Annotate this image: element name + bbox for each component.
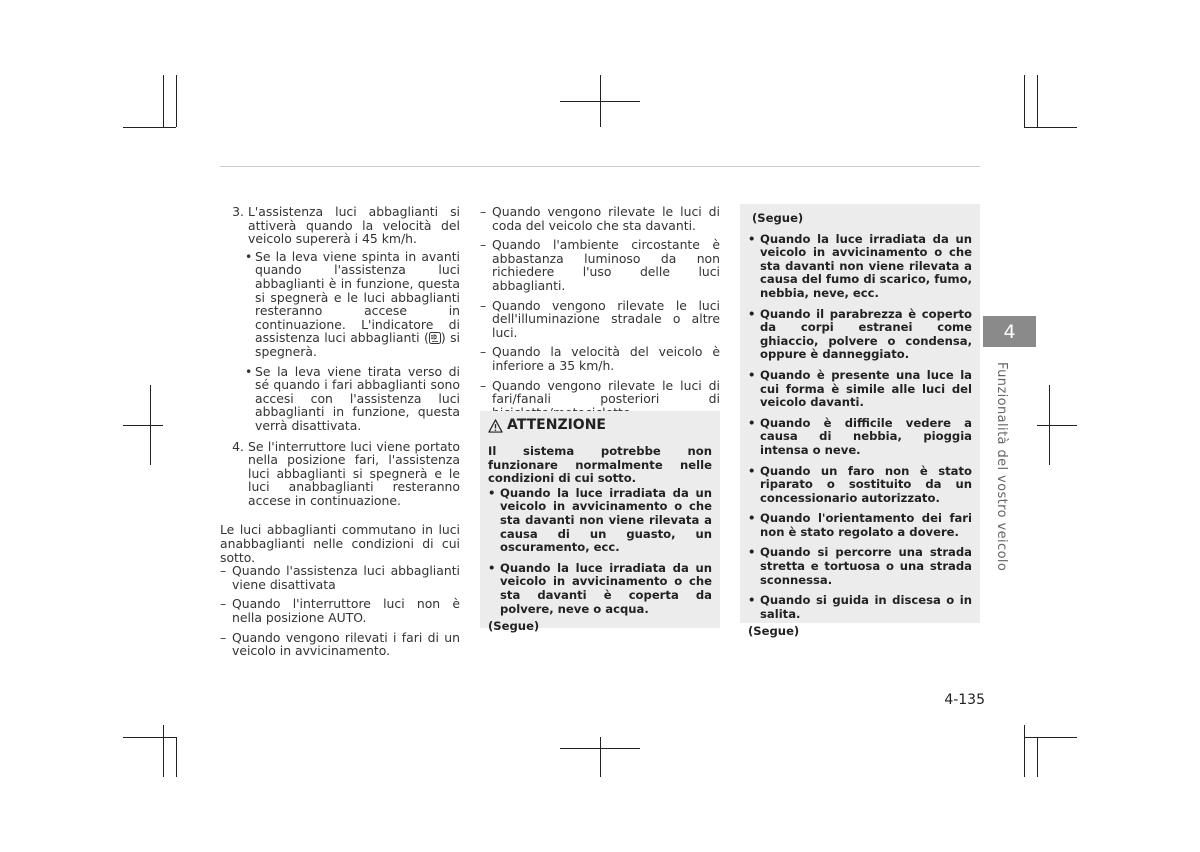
warning-triangle-icon	[488, 419, 503, 433]
crop-mark	[163, 725, 164, 777]
warning-intro: Il sistema potrebbe non funzionare normalmente nelle condizioni di cui sotto.	[488, 444, 712, 486]
dash-item	[480, 345, 720, 372]
crop-mark	[1037, 425, 1077, 426]
dash: –	[220, 629, 227, 645]
dash-item	[480, 238, 720, 292]
numbered-item	[220, 205, 460, 246]
sub-bullet-text: Se la leva viene tirata verso di sé quando i fari abbaglianti sono accesi con l'assistenza luci abbaglianti in funzione, questa verrà disattivata.	[255, 363, 460, 433]
crop-mark	[1024, 127, 1077, 128]
bullet-item	[748, 417, 972, 458]
crop-mark	[176, 75, 177, 127]
bullet: •	[748, 593, 756, 608]
dash-item	[220, 631, 460, 658]
crop-mark	[1037, 737, 1038, 777]
dash-text: Quando vengono rilevate le luci di coda del veicolo che sta davanti.	[492, 204, 720, 233]
bullet: •	[748, 367, 756, 382]
bullet-item	[748, 465, 972, 506]
warning-bullet	[488, 487, 712, 555]
crop-mark	[176, 737, 177, 777]
dash: –	[480, 204, 487, 219]
warning-title	[488, 419, 712, 433]
bullet-item	[748, 512, 972, 539]
crop-mark	[123, 127, 176, 128]
bullet-text: Quando si guida in discesa o in salita.	[760, 593, 972, 621]
item-number: 3.	[232, 204, 244, 219]
dash-text: Quando l'assistenza luci abbaglianti viene disattivata	[232, 563, 460, 592]
continued-label: (Segue)	[748, 624, 800, 639]
item-text: Se l'interruttore luci viene portato nella posizione fari, l'assistenza luci abbaglianti si spegnerà e le luci anabbaglianti resteranno accese in continuazione.	[248, 438, 460, 508]
numbered-item	[220, 440, 460, 508]
bullet: •	[748, 545, 756, 560]
item-text: L'assistenza luci abbaglianti si attiverà quando la velocità del veicolo supererà i 45 km/h.	[248, 204, 460, 247]
crop-mark	[163, 75, 164, 127]
dash: –	[480, 344, 487, 360]
warning-bullet-text: Quando la luce irradiata da un veicolo in avvicinamento o che sta davanti è coperta da polvere, neve o acqua.	[500, 560, 712, 616]
item-number: 4.	[232, 438, 244, 454]
bullet-text: Quando il parabrezza è coperto da corpi estranei come ghiaccio, polvere o condensa, oppure è danneggiato.	[760, 306, 972, 362]
dash-item	[220, 597, 460, 624]
warning-title-text: ATTENZIONE	[507, 417, 606, 434]
bullet: •	[748, 463, 756, 478]
dash: –	[220, 563, 227, 579]
header-rule	[220, 166, 980, 167]
warning-bullet	[488, 562, 712, 616]
intro-paragraph: Le luci abbaglianti commutano in luci anabbaglianti nelle condizioni di cui sotto.	[220, 522, 460, 565]
bullet: •	[748, 511, 756, 526]
section-number: 4	[1003, 320, 1016, 343]
section-tab	[983, 316, 1036, 347]
crop-mark	[560, 748, 640, 749]
bullet-text: Quando è difficile vedere a causa di nebbia, pioggia intensa o neve.	[760, 415, 972, 457]
high-beam-assist-indicator-icon	[429, 332, 441, 344]
bullet: •	[748, 415, 756, 430]
sub-bullet-text	[255, 250, 460, 359]
bullet-item	[748, 233, 972, 301]
continued-label: (Segue)	[488, 619, 540, 634]
bullet-item	[748, 369, 972, 410]
warning-box	[480, 411, 720, 634]
bullet: •	[748, 231, 756, 246]
sub-bullet-text-post: ) si spegnerà.	[255, 330, 460, 359]
continued-box	[740, 204, 980, 639]
dash: –	[220, 596, 227, 612]
bullet: •	[245, 248, 253, 264]
sub-bullet-text-pre: Se la leva viene spinta in avanti quando l'assistenza luci abbaglianti è in funzione, questa si spegnerà e le luci abbaglianti resteranno accese in continuazione. L'indicatore di assistenza luci abbaglianti (	[255, 248, 460, 346]
warning-bullet-text: Quando la luce irradiata da un veicolo in avvicinamento o che sta davanti non viene rilevata a causa di un guasto, un oscuramento, ecc.	[500, 485, 712, 555]
dash: –	[480, 377, 487, 393]
section-title: Funzionalità del vostro veicolo	[994, 362, 1009, 572]
dash-text: Quando vengono rilevate le luci di fari/fanali posteriori di	[492, 377, 720, 407]
dash-item	[480, 299, 720, 340]
crop-mark	[1024, 737, 1077, 738]
bullet-text: Quando un faro non è stato riparato o sostituito da un concessionario autorizzato.	[760, 463, 972, 505]
dash: –	[480, 297, 487, 313]
bullet-text: Quando è presente una luce la cui forma è simile alle luci del veicolo davanti.	[760, 367, 972, 410]
bullet-text: Quando la luce irradiata da un veicolo in avvicinamento o che sta davanti non viene rilevata a causa del fumo di scarico, fumo, nebbia, neve, ecc.	[760, 231, 972, 300]
continued-label: (Segue)	[752, 211, 804, 225]
dash-item	[220, 564, 460, 591]
sub-bullet-item	[245, 250, 460, 359]
crop-mark	[1024, 725, 1025, 777]
crop-mark	[560, 101, 640, 102]
dash-item	[480, 205, 720, 232]
bullet-text: Quando si percorre una strada stretta e tortuosa o una strada sconnessa.	[760, 545, 972, 587]
crop-mark	[123, 425, 163, 426]
crop-mark	[1037, 75, 1038, 127]
dash-text: Quando la velocità del veicolo è inferiore a 35 km/h.	[492, 344, 720, 373]
bullet: •	[488, 560, 496, 575]
crop-mark	[1024, 75, 1025, 127]
column-1	[220, 205, 460, 658]
dash-text: Quando vengono rilevate le luci dell'illuminazione stradale o altre luci.	[492, 297, 720, 340]
crop-mark	[600, 737, 601, 777]
bullet-item	[748, 308, 972, 362]
bullet-item	[748, 594, 972, 621]
page-number: 4-135	[944, 692, 985, 708]
sub-bullet-item	[245, 365, 460, 433]
bullet: •	[488, 485, 496, 500]
bullet: •	[748, 306, 756, 321]
bullet-text: Quando l'orientamento dei fari non è stato regolato a dovere.	[760, 511, 972, 539]
dash-text: Quando l'ambiente circostante è abbastanza luminoso da non richiedere l'uso delle luci abbaglianti.	[492, 237, 720, 293]
dash: –	[480, 237, 487, 253]
dash-text: Quando l'interruttore luci non è nella posizione AUTO.	[232, 596, 460, 626]
crop-mark	[123, 737, 176, 738]
dash-text: Quando vengono rilevati i fari di un veicolo in avvicinamento.	[232, 629, 460, 659]
column-2	[480, 205, 720, 419]
bullet: •	[245, 363, 253, 379]
bullet-item	[748, 546, 972, 587]
